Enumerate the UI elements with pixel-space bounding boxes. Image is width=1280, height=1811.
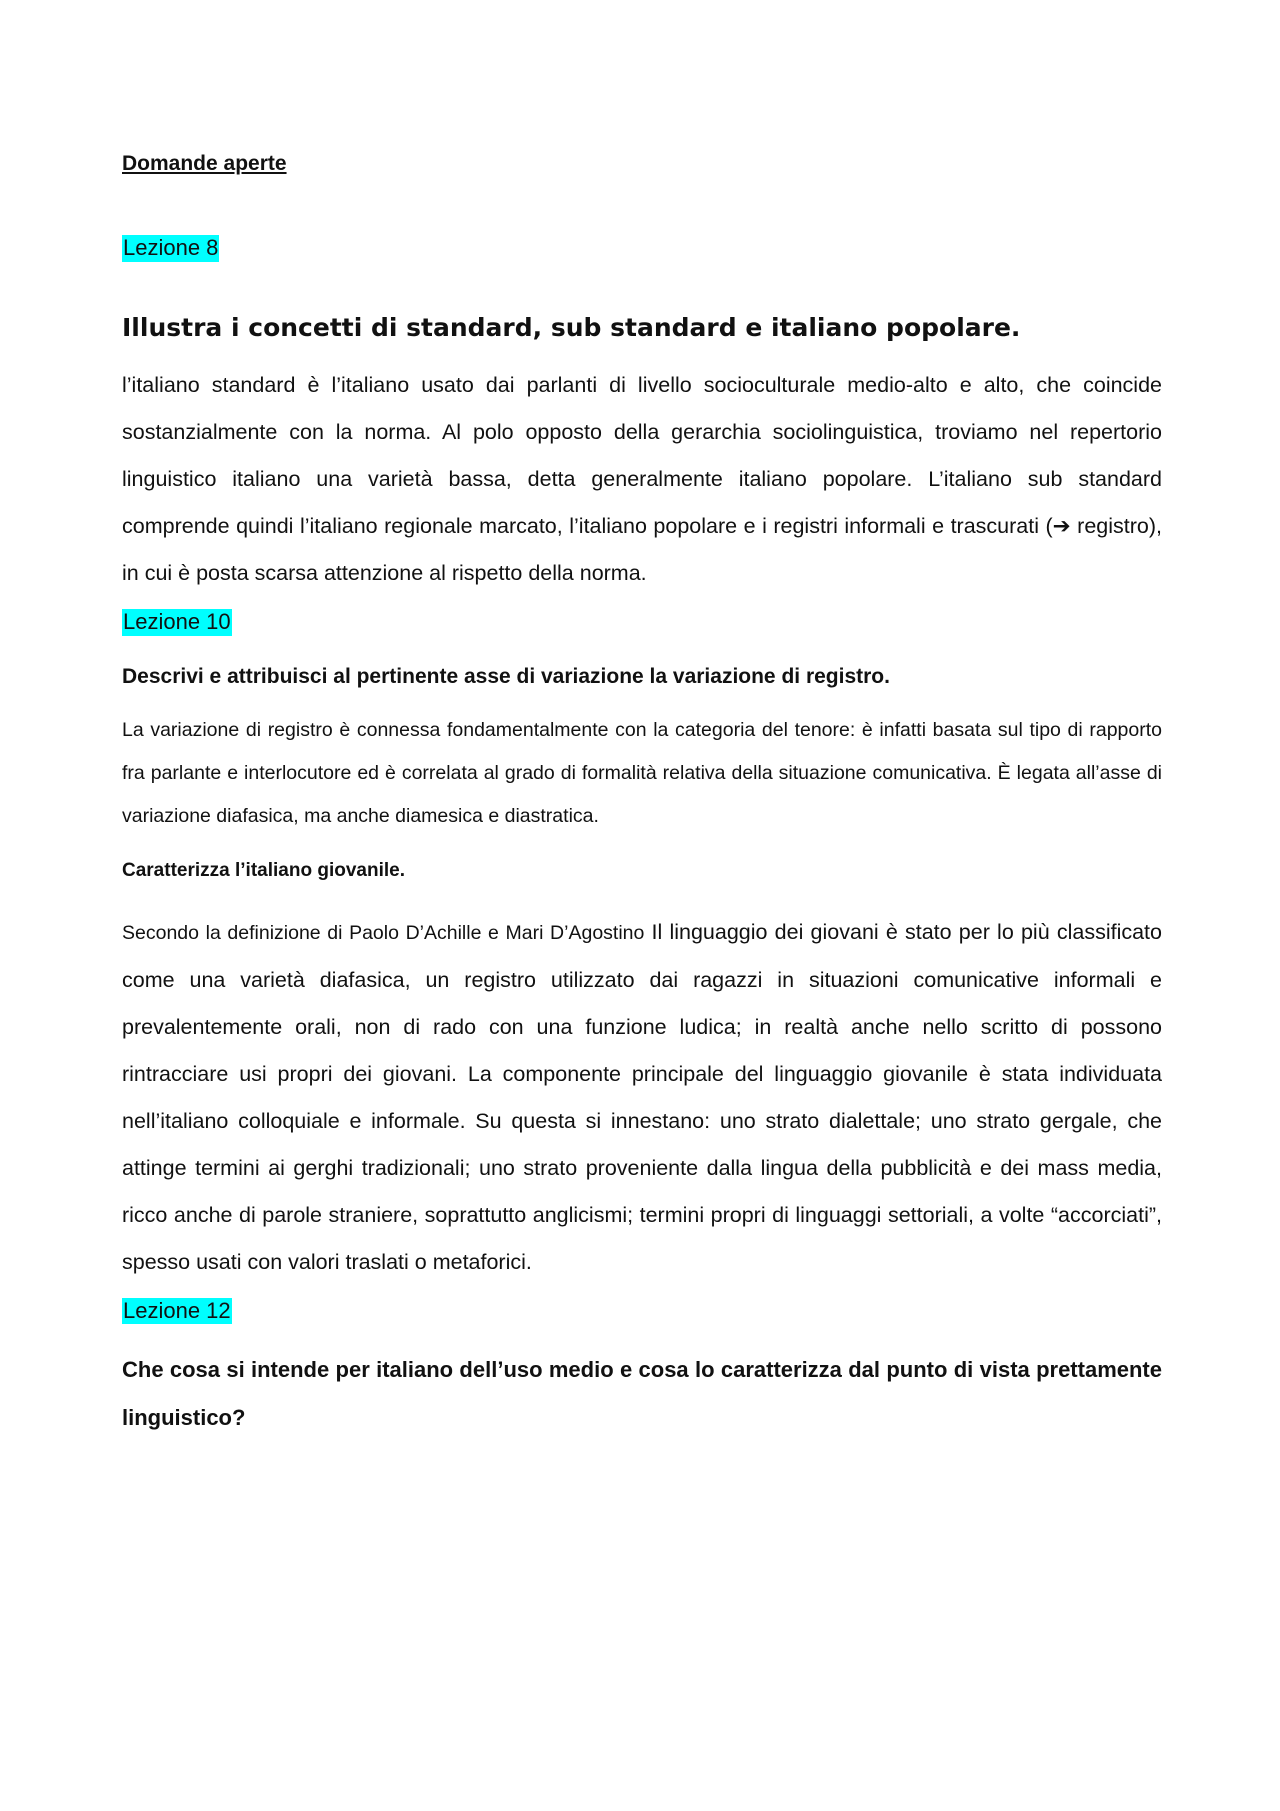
answer-paragraph [122,909,1162,1286]
question-heading: Illustra i concetti di standard, sub standard e italiano popolare. [122,312,1021,342]
answer-intro: Secondo la definizione di Paolo D’Achille e Mari D’Agostino [122,921,645,944]
document-title: Domande aperte [122,152,287,175]
lesson-heading-8 [122,235,1162,261]
document-body [122,150,1162,1442]
answer-body: Il linguaggio dei giovani è stato per lo più classificato come una varietà diafasica, un registro utilizzato dai ragazzi in situazioni comunicative informali e prevalentemente orali, non di rado con una funzione ludica; in realtà anche nello scritto di possono rintracciare usi propri dei giovani. La componente principale del linguaggio giovanile è stata individuata nell’italiano colloquiale e informale. Su questa si innestano: uno strato dialettale; uno strato gergale, che attinge termini ai gerghi tradizionali; uno strato proveniente dalla lingua della pubblicità e dei mass media, ricco anche di parole straniere, soprattutto anglicismi; termini propri di linguaggi settoriali, a volte “accorciati”, spesso usati con valori traslati o metaforici. [122,919,1162,1274]
question-heading: Che cosa si intende per italiano dell’uso medio e cosa lo caratterizza dal punto di vista prettamente linguistico? [122,1356,1162,1430]
question-heading: Descrivi e attribuisci al pertinente asse di variazione la variazione di registro. [122,664,890,688]
lesson-label: Lezione 10 [123,609,231,635]
lesson-label: Lezione 8 [123,235,219,261]
lesson-heading-10 [122,609,1162,635]
lesson-heading-12 [122,1298,1162,1324]
answer-paragraph: La variazione di registro è connessa fondamentalmente con la categoria del tenore: è infatti basata sul tipo di rapporto fra parlante e interlocutore ed è correlata al grado di formalità relativa della situazione comunicativa. È legata all’asse di variazione diafasica, ma anche diamesica e diastratica. [122,718,1162,827]
lesson-label: Lezione 12 [123,1297,231,1323]
question-heading: Caratterizza l’italiano giovanile. [122,859,405,881]
answer-paragraph: l’italiano standard è l’italiano usato dai parlanti di livello socioculturale medio-alto e alto, che coincide sostanzialmente con la norma. Al polo opposto della gerarchia sociolinguistica, troviamo nel repertorio linguistico italiano una varietà bassa, detta generalmente italiano popolare. L’italiano sub standard comprende quindi l’italiano regionale marcato, l’italiano popolare e i registri informali e trascurati (➔ registro), in cui è posta scarsa attenzione al rispetto della norma. [122,373,1162,586]
